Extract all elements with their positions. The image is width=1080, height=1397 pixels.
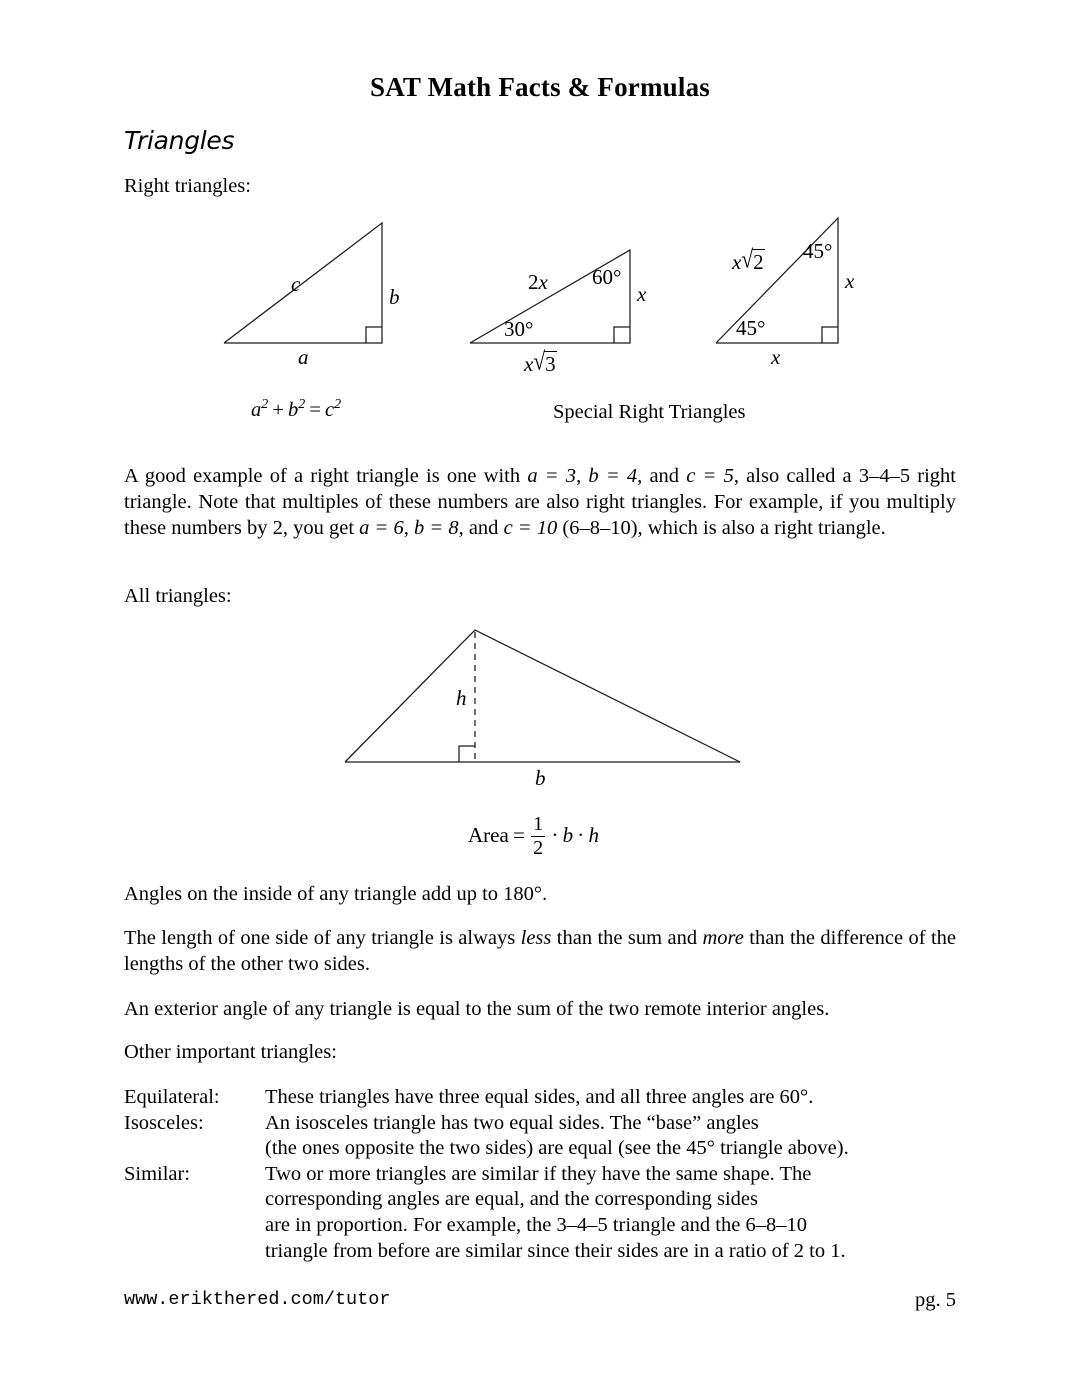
sidelen-part3: than the difference of the lengths of the other two sides. [124,927,956,975]
label-height-h: h [456,686,467,710]
caption-area-formula: Area = $\frac{1}{2}$ · b · h [468,813,599,859]
paragraph-exterior-angle: An exterior angle of any triangle is equal to the sum of the two remote interior angles. [124,998,830,1020]
p345-a-eq-3: a = 3 [527,465,577,487]
definition-term-isosceles: Isosceles: [124,1111,204,1134]
page-title: SAT Math Facts & Formulas [370,72,710,102]
all-triangles-label: All triangles: [124,585,232,607]
definition-line: Two or more triangles are similar if they have the same shape. The [265,1162,812,1185]
definition-line: are in proportion. For example, the 3–4–5 triangle and the 6–8–10 [265,1213,807,1236]
p345-a-eq-6: a = 6 [359,517,404,539]
definition-line: corresponding angles are equal, and the corresponding sides [265,1188,758,1211]
label-hypotenuse-2x: 2x [528,270,548,294]
p345-c-eq-10: c = 10 [503,517,558,539]
p345-b-eq-8: b = 8 [413,517,459,539]
fraction-denominator: 2 [533,836,544,859]
p345-b-eq-4: b = 4 [588,465,638,487]
fraction-one-half [531,814,545,858]
p345-sep2: , and [637,465,687,487]
label-angle-30: 30° [504,317,534,341]
definition-desc-similar [265,1162,964,1264]
p345-sep4: , and [458,517,504,539]
definition-line: (the ones opposite the two sides) are equal (see the 45° triangle above). [265,1137,849,1160]
definition-line: These triangles have three equal sides, and all three angles are 60°. [265,1086,814,1108]
fraction-numerator: 1 [533,813,544,835]
label-side-x-vertical: x [637,282,647,306]
figure-triangle-45-45-90 [704,205,884,360]
label-side-b: b [389,285,400,309]
label-angle-60: 60° [592,265,622,289]
figure-triangle-30-60-90 [458,205,658,360]
area-b: b [562,822,574,847]
p345-sep3: , [403,517,414,539]
label-angle-45-top: 45° [803,239,833,263]
label-hypotenuse-c: c [291,272,301,296]
label-base-x-45: x [771,345,781,369]
label-side-a: a [298,345,309,369]
sidelen-part1: The length of one side of any triangle is always [124,927,521,949]
area-word: Area [468,822,509,847]
sidelen-part2: than the sum and [551,927,703,949]
p345-sep1: , [576,465,589,487]
sidelen-em-less: less [520,927,552,949]
definition-line: An isosceles triangle has two equal sides. The “base” angles [265,1111,759,1134]
footer-page-number: pg. 5 [915,1289,956,1311]
p345-part1: A good example of a right triangle is one with [124,465,528,487]
footer-url[interactable]: www.erikthered.com/tutor [124,1289,391,1310]
figure-general-triangle [330,620,760,770]
definition-list [124,1085,964,1264]
definition-row-isosceles [124,1111,964,1162]
p345-part2: , also called a 3–4–5 right triangle. Note that multiples of these numbers are also right triangles. For example, if you multiply these numbers by 2, you get [124,465,956,539]
label-hypotenuse-x-root2: x√2 [732,244,764,274]
figure-right-triangle-abc [210,205,410,360]
label-angle-45-bottom: 45° [736,316,766,340]
definition-row-similar [124,1162,964,1264]
area-h: h [588,822,599,847]
definition-row-equilateral [124,1085,964,1111]
definition-term-equilateral: Equilateral: [124,1086,220,1108]
right-triangles-label: Right triangles: [124,175,251,197]
paragraph-345-example [124,463,956,541]
caption-special-right-triangles: Special Right Triangles [553,401,746,423]
definition-desc-isosceles [265,1111,964,1162]
definition-term-similar: Similar: [124,1162,191,1185]
label-base-b: b [535,766,546,790]
caption-pythagorean-theorem: $a^2 + b^2 = c^2$ [251,397,342,421]
definition-desc-equilateral [265,1085,964,1111]
definition-line: triangle from before are similar since their sides are in a ratio of 2 to 1. [265,1239,846,1262]
p345-part3: (6–8–10), which is also a right triangle. [557,517,886,539]
paragraph-angles-180: Angles on the inside of any triangle add up to 180°. [124,883,548,905]
label-base-x-root3: x√3 [524,346,556,376]
p345-c-eq-5: c = 5 [686,465,734,487]
paragraph-other-important: Other important triangles: [124,1041,337,1063]
section-heading-triangles: Triangles [124,126,235,155]
label-side-x-vertical-45: x [845,269,855,293]
paragraph-side-length-rule [124,925,956,977]
sidelen-em-more: more [702,927,744,949]
